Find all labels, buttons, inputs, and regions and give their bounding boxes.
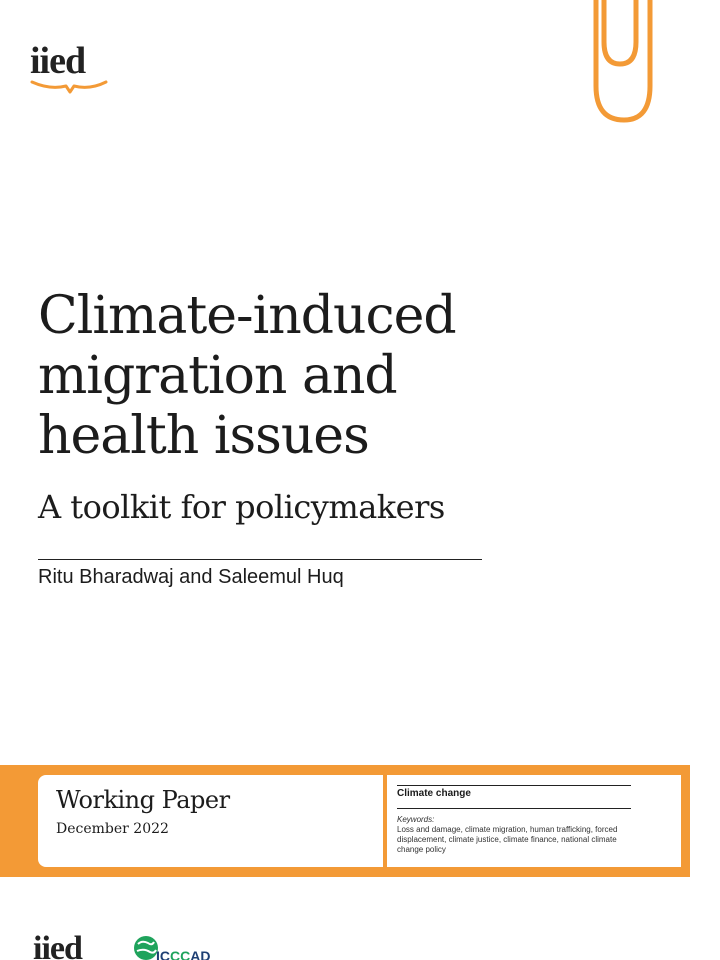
iccad-wordmark (156, 948, 210, 960)
iied-logo (30, 42, 110, 96)
iccad-part-2: CC (170, 948, 191, 960)
iccad-part-3: AD (190, 948, 211, 960)
topic-label: Climate change (397, 788, 471, 799)
authors: Ritu Bharadwaj and Saleemul Huq (38, 566, 344, 588)
iied-footer-logo (33, 932, 82, 960)
iccad-logo (132, 934, 242, 960)
footer-logo-text: iied (33, 930, 82, 960)
paperclip-icon (588, 0, 668, 128)
logo-text: iied (30, 40, 86, 82)
keywords-text: Loss and damage, climate migration, human trafficking, forced displacement, climate justice, climate finance, national climate change policy (397, 825, 618, 854)
title-line: Climate-induced (38, 286, 456, 346)
document-subtitle: A toolkit for policymakers (38, 488, 445, 526)
paper-type: Working Paper (56, 786, 230, 814)
iccad-part-1: IC (156, 948, 170, 960)
topic-rule-top (397, 785, 631, 786)
title-divider (38, 559, 482, 560)
publication-date: December 2022 (56, 821, 169, 837)
document-title (38, 286, 598, 466)
keywords-label: Keywords: (397, 815, 435, 824)
title-line: health issues (38, 406, 369, 466)
logo-smile-mark (30, 78, 108, 94)
title-line: migration and (38, 346, 397, 406)
topic-rule-bottom (397, 808, 631, 809)
